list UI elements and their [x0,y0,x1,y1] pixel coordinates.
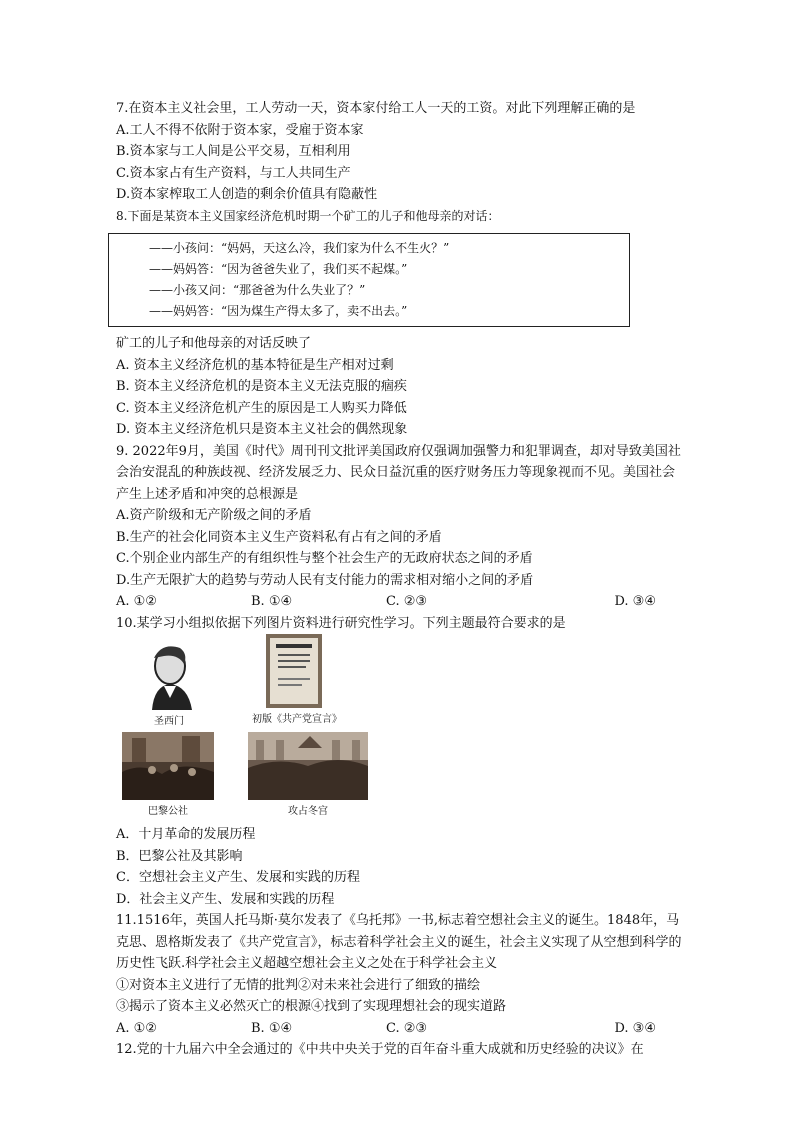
dialog-line: ——妈妈答：“因为煤生产得太多了，卖不出去。” [149,304,408,318]
question-10-option-a: A．十月革命的发展历程 [116,827,256,842]
question-9-item-a: A.资产阶级和无产阶级之间的矛盾 [116,508,312,523]
question-8 [116,206,686,441]
question-7-option-b: B.资本家与工人间是公平交易，互相利用 [116,144,351,159]
question-8-option-a: A. 资本主义经济危机的基本特征是生产相对过剩 [116,357,394,373]
question-12-stem: 12.党的十九届六中全会通过的《中共中央关于党的百年奋斗重大成就和历史经验的决议》在 [116,1042,644,1057]
question-7-option-d: D.资本家榨取工人创造的剩余价值具有隐蔽性 [116,187,378,202]
question-10 [116,613,686,911]
question-11-items-2: ③揭示了资本主义必然灭亡的根源④找到了实现理想社会的现实道路 [116,999,507,1014]
question-10-option-c: C．空想社会主义产生、发展和实践的历程 [116,870,360,885]
figure-caption: 圣西门 [154,716,184,727]
choice-b: B. ①④ [251,1020,293,1036]
figure-paris-commune [122,732,214,817]
question-7 [116,98,686,206]
question-7-stem: 7.在资本主义社会里，工人劳动一天，资本家付给工人一天的工资。对此下列理解正确的是 [116,101,636,116]
question-10-stem: 10.某学习小组拟依据下列图片资料进行研究性学习。下列主题最符合要求的是 [116,615,566,631]
dialog-line: ——小孩问：“妈妈，天这么冷，我们家为什么不生火？” [149,241,450,255]
choice-d: D. ③④ [614,594,656,609]
question-9-choices [116,591,656,613]
question-11-stem: 11.1516年，英国人托马斯·莫尔发表了《乌托邦》一书,标志着空想社会主义的诞生。1848年，马克思、恩格斯发表了《共产党宣言》，标志着科学社会主义的诞生，社会主义实现了从空想到科学的历史性飞跃.科学社会主义超越空想社会主义之处在于科学社会主义 [116,913,682,971]
choice-d: D. ③④ [614,1020,656,1036]
exam-page [116,98,686,1061]
question-9 [116,441,686,613]
figure-saint-simon [134,640,204,727]
question-9-item-b: B.生产的社会化同资本主义生产资料私有占有之间的矛盾 [116,529,442,545]
figure-winter-palace [248,732,368,817]
question-11-choices [116,1018,656,1040]
choice-c: C. ②③ [386,1020,428,1036]
question-11 [116,910,686,1039]
question-8-stem: 8.下面是某资本主义国家经济危机时期一个矿工的儿子和他母亲的对话： [116,208,500,223]
choice-b: B. ①④ [251,594,293,609]
question-8-option-d: D. 资本主义经济危机只是资本主义社会的偶然现象 [116,422,408,437]
dialog-box [108,233,630,327]
figure-manifesto [252,634,342,725]
figure-caption: 巴黎公社 [148,806,188,817]
question-7-option-c: C.资本家占有生产资料，与工人共同生产 [116,165,351,181]
question-9-stem: 9. 2022年9月，美国《时代》周刊刊文批评美国政府仅强调加强警力和犯罪调查，却对导致美国社会治安混乱的种族歧视、经济发展乏力、民众日益沉重的医疗财务压力等现象视而不见。美国社会产生上述矛盾和冲突的总根源是 [116,443,681,502]
question-10-option-b: B．巴黎公社及其影响 [116,848,243,864]
winter-palace-image [248,732,368,800]
question-10-option-d: D．社会主义产生、发展和实践的历程 [116,891,335,907]
question-7-option-a: A.工人不得不依附于资本家，受雇于资本家 [116,122,364,138]
question-11-items-1: ①对资本主义进行了无情的批判②对未来社会进行了细致的描绘 [116,977,481,993]
figure-caption: 初版《共产党宣言》 [252,714,342,725]
manifesto-image [266,634,322,708]
figure-caption: 攻占冬宫 [288,806,328,817]
dialog-line: ——妈妈答：“因为爸爸失业了，我们买不起煤。” [149,262,408,276]
question-8-option-b: B. 资本主义经济危机的是资本主义无法克服的痼疾 [116,379,407,394]
question-9-item-d: D.生产无限扩大的趋势与劳动人民有支付能力的需求相对缩小之间的矛盾 [116,572,534,588]
question-8-prompt: 矿工的儿子和他母亲的对话反映了 [116,336,312,351]
choice-c: C. ②③ [386,594,428,609]
choice-a: A. ①② [116,1020,157,1036]
dialog-line: ——小孩又问：“那爸爸为什么失业了？” [149,283,366,297]
question-12 [116,1039,686,1061]
question-9-item-c: C.个别企业内部生产的有组织性与整个社会生产的无政府状态之间的矛盾 [116,551,533,566]
commune-image [122,732,214,800]
choice-a: A. ①② [116,594,157,609]
question-8-option-c: C. 资本主义经济危机产生的原因是工人购买力降低 [116,400,407,416]
figure-group [116,636,686,822]
portrait-image [134,640,204,710]
